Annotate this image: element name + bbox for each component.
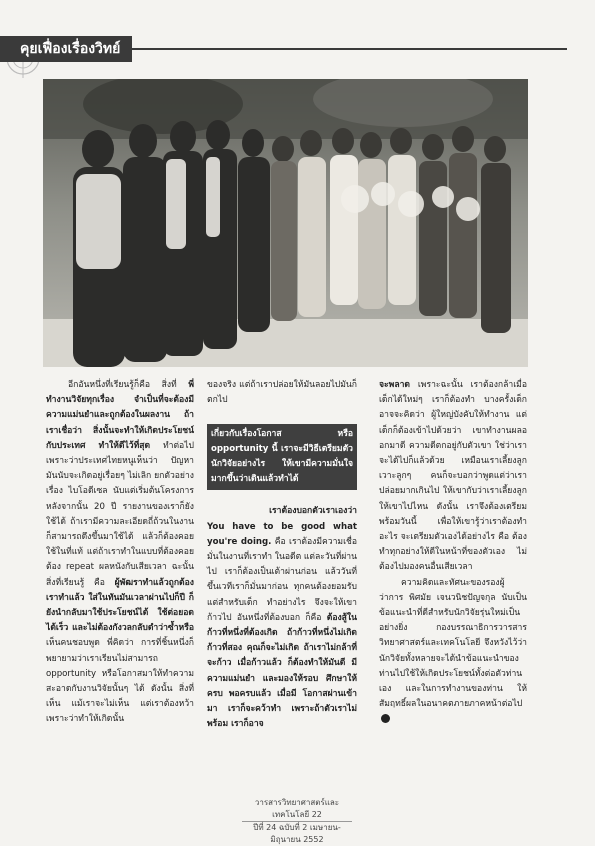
question-callout: เกี่ยวกับเรื่องโอกาส หรือ opportunity นี้ เราจะมีวิธีเตรียมตัวนักวิจัยอย่างไร ให้เขามีความมั่นใจมากขึ้นว่าเดินแล้วทำได้ [207, 424, 357, 490]
paragraph: ของจริง แต่ถ้าเราปล่อยให้มันลอยไปมันก็ตกไป [207, 380, 357, 406]
paragraph: ความคิดและทัศนะของรองผู้ว่าการ พิศมัย เจนวนิชปัญจกุล นับเป็นข้อแนะนำที่ดีสำหรับนักวิจัยรุ่นใหม่เป็นอย่างยิ่ง กองบรรณาธิการวารสารวิทยาศาสตร์และเทคโนโลยี จึงหวังไว้ว่า นักวิจัยทั้งหลายจะได้นำข้อแนะนำของท่านไปใช้ให้เกิดประโยชน์ทั้งต่อตัวท่านเอง และในการทำงานของท่าน ให้สัมฤทธิ์ผลในอนาคตภายภาคหน้าต่อไป [379, 576, 527, 728]
answer-subhead: เราต้องบอกตัวเราเองว่า [269, 506, 357, 517]
paragraph: อีกอันหนึ่งที่เรียนรู้ก็คือ สิ่งที่ พี่ทำงานวิจัยทุกเรื่อง จำเป็นที่จะต้องมีความแม่นยำและถูกต้องในผลงาน ถ้าเราเชื่อว่า สิ่งนั้นจะทำให้เกิดประโยชน์กับประเทศ ทำให้ดีไว้ที่สุด ทำต่อไปเพราะว่าประเทศไทยหนูเห็นว่า ปัญหามันนับจะเกิดอยู่เรื่อยๆ ไม่เลิก ยกตัวอย่างเรื่อง ไบโอดีเซล นับแต่เริ่มต้นโครงการ หลังจากนั้น 20 ปี รายงานของเราก็ยังใช้ได้ ถ้าเรามีความละเอียดถี่ถ้วนในงาน ก็สามารถดึงขึ้นมาใช้ได้ แล้วก็ต้องคอยใช้ในที่แท้ แต่ถ้าเราทำในแบบที่ต้องคอยต้อง repeat ผลหนังกับเสียเวลา ฉะนั้น สิ่งที่เรียนรู้ คือ ผู้พัฒราทำแล้วถูกต้อง เราทำแล้ว ใส่ในทันมันเวลาผ่านไปก็ปี ก็ยังนำกลับมาใช้ประโยชน์ได้ ใช้ต่อยอดได้เร็ว และไม่ต้องกังวลกลับดำว่าซ้ำหรือ เห็นคนชอบพูด พี่คิดว่า การที่ชิ้นหนึ่งก็พยายามว่าเราเรียนไม่สามารถ opportunity หรือโอกาสมาให้ทำความสะอาดกับงานวิจัยนั้นๆ ได้ ดังนั้น สิ่งที่เห็น แม้เราจะไม่เห็น แต่เราต้องหว้าเพราะว่าทำให้เกิดนั้น [46, 380, 194, 725]
end-of-article-icon [381, 714, 390, 723]
journal-name: วารสารวิทยาศาสตร์และเทคโนโลยี [254, 798, 340, 819]
page-footer [242, 797, 352, 846]
issue-info: ปีที่ 24 ฉบับที่ 2 เมษายน-มิถุนายน 2552 [253, 823, 341, 844]
page-number: 22 [311, 810, 322, 819]
paragraph: You have to be good what you're doing. คือ เราต้องมีความเชื่อมั่นในงานที่เราทำ ในอดีต แต่ละวันที่ผ่านไป เราก็ต้องเป็นเต้าผ่านก่อน แล้ววันที่ขึ้นเวทีเราก็มั่นมาก่อน ทุกคนต้องยอมรับ แต่สำหรับเด็ก ทำอย่างไร จึงจะให้เขาก้าวไป อันหนึ่งที่ต้องบอก ก็คือ ต้องสู้ในก้าวที่หนึ่งที่ต้องเกิด ถ้าก้าวที่หนึ่งไม่เกิด ก้าวที่สอง คุณก็จะไม่เกิด ถ้าเราไม่กล้าที่จะก้าว เมื่อก้าวแล้ว ก็ต้องทำให้มันดี มีความแม่นยำ และมองให้รอบ ศึกษาให้ครบ พอครบแล้ว เมื่อมี โอกาสผ่านเข้ามา เราก็จะคว้าทำ เพราะถ้าตัวเราไม่พร้อม เราก็อาจ [207, 521, 358, 730]
paragraph: จะพลาด เพราะฉะนั้น เราต้องกล้าเมื่อเด็กได้ใหม่ๆ เราก็ต้องทำ บางครั้งเด็กอาจจะคิดว่า ผู้ใหญ่บังคับให้ทำงาน แต่เด็กก็ต้องเข้าไปด้วยว่า เขาทำงานผลออกมาดี ความดีตกอยู่กับตัวเขา ใช่ว่าเราจะได้ไปก็แล้วด้วย เหมือนเราเลี้ยงลูก เวาะลูกๆ คนก็จะบอกว่าพูดแต่ว่าเราปล่อยมากเกินไป ให้เขากับว่าเราเลี้ยงลูกให้เขาไปไหน ดังนั้น เราจึงต้องเตรียมพร้อมวันนี้ เพื่อให้เขารู้ว่าเราต้องทำอะไร จะเตรียมตัวเองได้อย่างไร คือ ต้องทำทุกอย่างให้ดีในหน้าที่ของตัวเอง ไม่ต้องไปมองคนอื่นเสียเวลา [379, 380, 527, 573]
section-title: คุยเฟื่องเรื่องวิทย์ [20, 41, 121, 57]
text-column-1 [46, 378, 194, 728]
text-column-2 [207, 378, 357, 732]
text-column-3 [379, 378, 527, 728]
group-photo [43, 79, 528, 367]
header-divider [132, 48, 567, 50]
footer-journal-line [242, 797, 352, 822]
